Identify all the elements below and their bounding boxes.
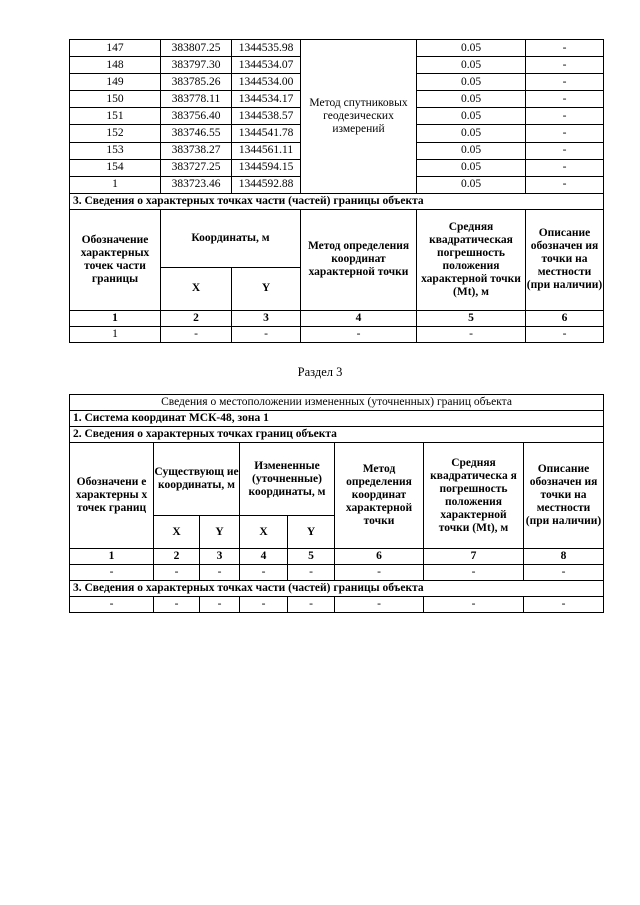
point-description: - [526,74,604,91]
data-cell: - [70,597,154,613]
point-description: - [526,57,604,74]
column-number: 4 [240,549,288,565]
point-number: 148 [70,57,161,74]
accuracy-value: 0.05 [417,91,526,108]
coord-y: 1344534.00 [232,74,301,91]
coord-y: 1344535.98 [232,40,301,57]
header-description: Описание обозначен ия точки на местности (при наличии) [526,209,604,310]
coord-y: 1344561.11 [232,142,301,159]
t2-header-y1: Y [200,516,240,549]
column-number-row [70,549,604,565]
data-cell: - [240,565,288,581]
column-number: 2 [154,549,200,565]
data-cell: - [526,326,604,342]
section3-title: 3. Сведения о характерных точках части (частей) границы объекта [70,193,604,209]
column-number: 1 [70,549,154,565]
point-number: 147 [70,40,161,57]
accuracy-value: 0.05 [417,142,526,159]
point-description: - [526,142,604,159]
coord-x: 383797.30 [161,57,232,74]
column-number: 3 [200,549,240,565]
accuracy-value: 0.05 [417,125,526,142]
point-number: 1 [70,176,161,193]
accuracy-value: 0.05 [417,108,526,125]
accuracy-value: 0.05 [417,159,526,176]
coord-x: 383785.26 [161,74,232,91]
t2-section3-title: 3. Сведения о характерных точках части (частей) границы объекта [70,581,604,597]
point-number: 153 [70,142,161,159]
table2-title: Сведения о местоположении измененных (уточненных) границ объекта [70,395,604,411]
point-description: - [526,176,604,193]
column-number: 5 [288,549,335,565]
coord-x: 383756.40 [161,108,232,125]
boundary-points-title: 2. Сведения о характерных точках границ объекта [70,427,604,443]
coord-x: 383778.11 [161,91,232,108]
header-coords: Координаты, м [161,209,301,267]
coord-x: 383727.25 [161,159,232,176]
data-cell: - [335,565,424,581]
accuracy-value: 0.05 [417,57,526,74]
data-cell: - [154,597,200,613]
column-number-row [70,310,604,326]
coord-y: 1344541.78 [232,125,301,142]
data-cell: - [200,597,240,613]
point-description: - [526,125,604,142]
data-cell: - [524,565,604,581]
header-y: Y [232,267,301,310]
coord-x: 383807.25 [161,40,232,57]
point-description: - [526,91,604,108]
t2-header-designation: Обозначени е характерны х точек границ [70,443,154,549]
column-number: 5 [417,310,526,326]
data-cell-row [70,565,604,581]
t2-header-description: Описание обозначен ия точки на местности (при наличии) [524,443,604,549]
coord-y: 1344538.57 [232,108,301,125]
data-cell: - [417,326,526,342]
data-cell: - [288,565,335,581]
t2-header-accuracy: Средняя квадратическа я погрешность положения характерной точки (Mt), м [424,443,524,549]
t2-header-existing: Существующ ие координаты, м [154,443,240,516]
column-number: 6 [526,310,604,326]
header-accuracy: Средняя квадратическая погрешность положения характерной точки (Mt), м [417,209,526,310]
point-number: 151 [70,108,161,125]
coord-x: 383746.55 [161,125,232,142]
t2-header-method: Метод определения координат характерной точки [335,443,424,549]
column-number: 1 [70,310,161,326]
column-number: 8 [524,549,604,565]
data-cell: - [70,565,154,581]
point-number: 149 [70,74,161,91]
table-row [70,40,604,57]
method-cell: Метод спутниковых геодезических измерений [301,40,417,194]
header-x: X [161,267,232,310]
column-number: 6 [335,549,424,565]
accuracy-value: 0.05 [417,74,526,91]
point-number: 154 [70,159,161,176]
coordinate-system-row: 1. Система координат МСК-48, зона 1 [70,411,604,427]
column-number: 3 [232,310,301,326]
data-cell: - [200,565,240,581]
data-cell-row [70,326,604,342]
data-cell: - [424,565,524,581]
point-description: - [526,159,604,176]
changed-boundaries-table [69,394,604,613]
header-designation: Обозначение характерных точек части границы [70,209,161,310]
section-title: Раздел 3 [297,365,343,379]
accuracy-value: 0.05 [417,40,526,57]
point-number: 152 [70,125,161,142]
data-cell: - [288,597,335,613]
column-number: 7 [424,549,524,565]
data-cell: - [524,597,604,613]
point-description: - [526,108,604,125]
data-cell: - [232,326,301,342]
points-table [69,39,604,343]
coord-y: 1344592.88 [232,176,301,193]
coord-y: 1344534.07 [232,57,301,74]
t2-header-y2: Y [288,516,335,549]
coord-y: 1344594.15 [232,159,301,176]
data-cell: - [240,597,288,613]
point-number: 150 [70,91,161,108]
t2-header-x1: X [154,516,200,549]
data-cell: 1 [70,326,161,342]
accuracy-value: 0.05 [417,176,526,193]
coord-y: 1344534.17 [232,91,301,108]
data-cell: - [424,597,524,613]
data-cell: - [161,326,232,342]
data-cell: - [335,597,424,613]
column-number: 4 [301,310,417,326]
data-cell-row [70,597,604,613]
point-description: - [526,40,604,57]
coord-x: 383723.46 [161,176,232,193]
coord-x: 383738.27 [161,142,232,159]
column-number: 2 [161,310,232,326]
t2-header-x2: X [240,516,288,549]
data-cell: - [154,565,200,581]
data-cell: - [301,326,417,342]
t2-header-changed: Измененные (уточненные) координаты, м [240,443,335,516]
header-method: Метод определения координат характерной точки [301,209,417,310]
